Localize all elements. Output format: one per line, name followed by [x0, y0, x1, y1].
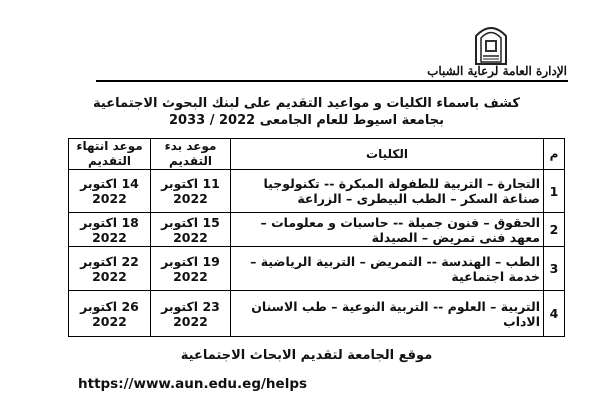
row-number: 2	[544, 213, 565, 247]
header-divider	[96, 80, 568, 82]
row-end-date	[69, 213, 151, 247]
row-number: 3	[544, 247, 565, 291]
start-day: 19 اكتوبر	[161, 253, 220, 269]
start-year: 2022	[173, 268, 208, 284]
row-end-date	[69, 170, 151, 213]
document-title: كشف باسماء الكليات و مواعيد التقديم على لبنك البحوث الاجتماعية	[93, 96, 520, 111]
row-end-date	[69, 291, 151, 337]
table-row	[69, 247, 565, 291]
row-start-date	[151, 247, 231, 291]
document-subtitle: بجامعة اسيوط للعام الجامعى 2022 / 2033	[169, 113, 444, 128]
header-number: م	[544, 139, 565, 170]
row-start-date	[151, 170, 231, 213]
end-year: 2022	[92, 268, 127, 284]
table-row	[69, 291, 565, 337]
row-colleges: الحقوق – فنون جميلة -- حاسبات و معلومات – معهد فنى تمريض – الصيدلة	[231, 213, 544, 247]
end-day: 14 اكتوبر	[80, 176, 139, 191]
submission-url-link[interactable]: https://www.aun.edu.eg/helps	[78, 376, 308, 392]
table-row	[69, 213, 565, 247]
header-end-date: موعد انتهاء التقديم	[69, 139, 151, 170]
row-start-date	[151, 213, 231, 247]
submission-site-label: موقع الجامعة لتقديم الابحاث الاجتماعية	[180, 348, 433, 363]
table-row	[69, 170, 565, 213]
row-colleges: الطب – الهندسة -- التمريض – التربية الرياضية – خدمة اجتماعية	[231, 247, 544, 291]
end-day: 18 اكتوبر	[80, 214, 139, 230]
end-year: 2022	[92, 229, 127, 245]
end-year: 2022	[92, 313, 127, 329]
schedule-table	[68, 138, 565, 337]
start-year: 2022	[173, 191, 208, 206]
header-colleges: الكليات	[231, 139, 544, 170]
table-header-row	[69, 139, 565, 170]
row-colleges: التجارة – التربية للطفولة المبكرة -- تكنولوجيا صناعة السكر – الطب البيطرى – الزراعة	[231, 170, 544, 213]
row-number: 1	[544, 170, 565, 213]
start-day: 15 اكتوبر	[161, 214, 220, 230]
header-start-date: موعد بدء التقديم	[151, 139, 231, 170]
start-day: 11 اكتوبر	[161, 176, 220, 191]
university-logo-icon	[472, 22, 510, 66]
row-start-date	[151, 291, 231, 337]
row-end-date	[69, 247, 151, 291]
start-year: 2022	[173, 313, 208, 329]
end-year: 2022	[92, 191, 127, 206]
end-day: 26 اكتوبر	[80, 298, 139, 314]
row-number: 4	[544, 291, 565, 337]
start-year: 2022	[173, 229, 208, 245]
department-name: الإدارة العامة لرعاية الشباب	[427, 64, 567, 78]
end-day: 22 اكتوبر	[80, 253, 139, 269]
start-day: 23 اكتوبر	[161, 298, 220, 314]
row-colleges: التربية – العلوم -- التربية النوعية – طب الاسنان الاداب	[231, 291, 544, 337]
